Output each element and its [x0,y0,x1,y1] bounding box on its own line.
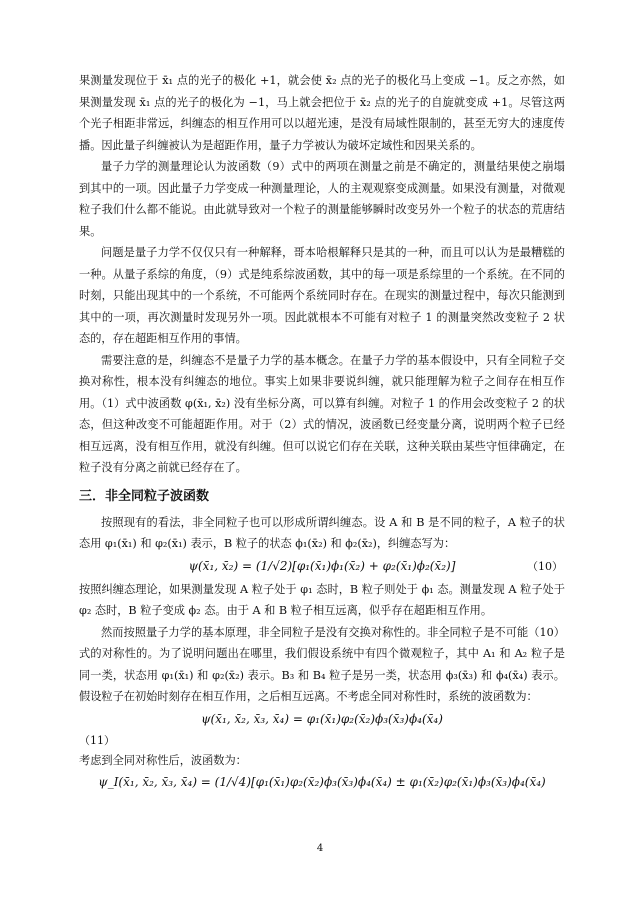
paragraph-7: 然而按照量子力学的基本原理，非全同粒子是没有交换对称性的。非全同粒子是不可能（10）式的对称性的。为了说明问题出在哪里，我们假设系统中有四个微观粒子，其中 A₁ 和 A₂ 粒子是同一类，状态用 φ₁(x̄₁) 和 φ₂(x̄₂) 表示。B₃ 和 B₄ 粒子是另一类，状态用 ϕ₃(x̄₃) 和 ϕ₄(x̄₄) 表示。假设粒子在初始时刻存在相互作用，之后相互远离。不考虑全同对称性时，系统的波函数为： [79,625,565,703]
paper-body [79,70,565,795]
equation-10 [79,559,565,573]
equation-10-number: （10） [527,559,563,573]
paragraph-2: 量子力学的测量理论认为波函数（9）式中的两项在测量之前是不确定的，测量结果使之崩塌到其中的一项。因此量子力学变成一种测量理论，人的主观观察变成测量。如果没有测量，对微观粒子我们什么都不能说。由此就导致对一个粒子的测量能够瞬时改变另外一个粒子的状态的荒唐结果。 [79,160,565,238]
equation-12 [79,775,565,789]
paragraph-1: 果测量发现位于 x̄₁ 点的光子的极化 +1，就会使 x̄₂ 点的光子的极化马上变成 −1。反之亦然，如果测量发现 x̄₁ 点的光子的极化为 −1，马上就会把位于 x̄₂ 点的光子的自旋就变成 +1。尽管这两个光子相距非常远，纠缠态的相互作用可以以超光速，是没有局域性限制的，甚至无穷大的速度传播。因此量子纠缠被认为是超距作用，量子力学被认为破坏定域性和因果关系的。 [79,74,565,152]
paragraph-3: 问题是量子力学不仅仅只有一种解释，哥本哈根解释只是其的一种，而且可以认为是最糟糕的一种。从量子系综的角度，（9）式是纯系综波函数，其中的每一项是系综里的一个系统。在不同的时刻，只能出现其中的一个系统，不可能两个系统同时存在。在现实的测量过程中，每次只能测到其中的一项，再次测量时发现另外一项。因此就根本不可能有对粒子 1 的测量突然改变粒子 2 状态的，存在超距相互作用的事情。 [79,246,565,345]
equation-10-body: ψ(x̄₁, x̄₂) = (1/√2)[φ₁(x̄₁)ϕ₁(x̄₂) + φ₂(x̄₁)ϕ₂(x̄₂)] [188,558,456,573]
equation-11-number: （11） [79,733,115,747]
equation-11-body: ψ(x̄₁, x̄₂, x̄₃, x̄₄) = φ₁(x̄₁)φ₂(x̄₂)ϕ₃(x̄₃)ϕ₄(x̄₄) [201,711,443,726]
page-number: 4 [316,843,324,854]
paragraph-8: 考虑到全同对称性后，波函数为： [79,753,247,767]
paragraph-5: 按照现有的看法，非全同粒子也可以形成所谓纠缠态。设 A 和 B 是不同的粒子，A 粒子的状态用 φ₁(x̄₁) 和 φ₂(x̄₁) 表示，B 粒子的状态 ϕ₁(x̄₂) 和 ϕ₂(x̄₂)，纠缠态写为： [79,515,565,550]
equation-12-body: ψ_I(x̄₁, x̄₂, x̄₃, x̄₄) = (1/√4)[φ₁(x̄₁)φ₂(x̄₂)ϕ₃(x̄₃)ϕ₄(x̄₄) ± φ₁(x̄₂)φ₂(x̄₁)ϕ₃(x̄₃)ϕ₄(x̄₄) [98,775,546,789]
section-heading: 三．非全同粒子波函数 [79,488,210,504]
paragraph-4: 需要注意的是，纠缠态不是量子力学的基本概念。在量子力学的基本假设中，只有全同粒子交换对称性，根本没有纠缠态的地位。事实上如果非要说纠缠，就只能理解为粒子之间存在相互作用。（1）式中波函数 φ(x̄₁, x̄₂) 没有坐标分离，可以算有纠缠。对粒子 1 的作用会改变粒子 2 的状态，但这种改变不可能超距作用。对于（2）式的情况，波函数已经变量分离，说明两个粒子已经相互远离，没有相互作用，就没有纠缠。但可以说它们存在关联，这种关联由某些守恒律确定，在粒子没有分离之前就已经存在了。 [79,353,565,474]
equation-11 [79,712,565,726]
paragraph-6: 按照纠缠态理论，如果测量发现 A 粒子处于 φ₁ 态时，B 粒子则处于 ϕ₁ 态。测量发现 A 粒子处于 φ₂ 态时，B 粒子变成 ϕ₂ 态。由于 A 和 B 粒子相互远离，似乎存在超距相互作用。 [79,582,565,617]
